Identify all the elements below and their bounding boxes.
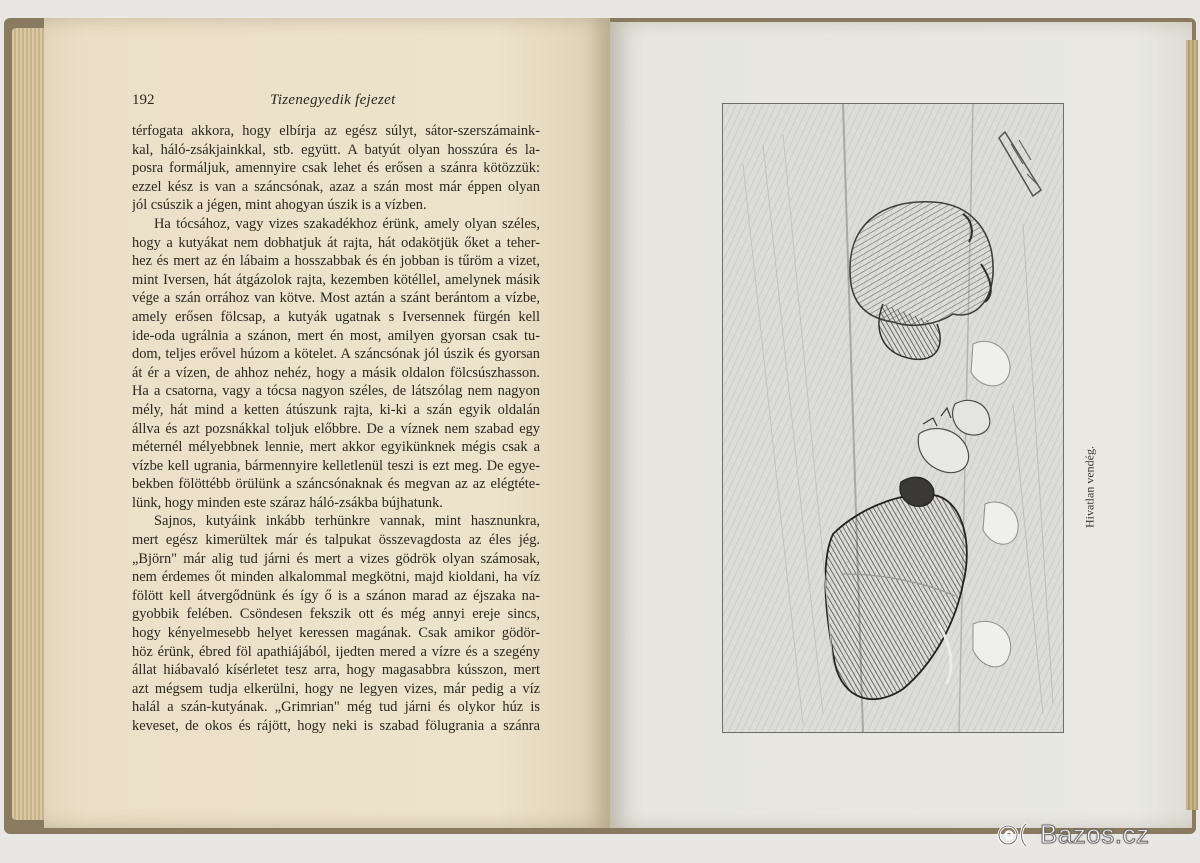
text-line: gyobbik felében. Csöndesen fekszik ott és még annyi ereje sincs, bbox=[132, 606, 540, 623]
text-line: „Björn" már alig tud járni és mert a vizes gödrök olyan számosak, bbox=[132, 550, 540, 567]
text-line: vízbe kell ugrania, bármennyire kelletlenül teszi is ezt meg. De egye- bbox=[132, 457, 540, 474]
text-line: mint Iversen, hát átgázolok rajta, kezemben kötéllel, amelynek másik bbox=[132, 271, 540, 288]
watermark bbox=[996, 817, 1186, 853]
text-line: ide-oda ugrálnia a szánon, mert én most, amilyen gyorsan csak tu- bbox=[132, 327, 540, 344]
text-line: posra formáljuk, amennyire csak lehet és erősen a szánra kötözzük: bbox=[132, 160, 540, 177]
text-line: vége a szán orrához van kötve. Most aztán a szánt berántom a vízbe, bbox=[132, 290, 540, 307]
text-line: mély, hát mind a ketten átúszunk rajta, ki-ki a szán egyik oldalán bbox=[132, 401, 540, 418]
text-line: állva és azt pozsnákkal toljuk előbbre. De a víznek nem szabad egy bbox=[132, 420, 540, 437]
watermark-text: Bazos.cz bbox=[1040, 819, 1150, 849]
chapter-title: Tizenegyedik fejezet bbox=[270, 92, 396, 108]
watermark-logo-icon bbox=[996, 821, 1036, 849]
caption-text: Hivatlan vendég. bbox=[1082, 446, 1097, 528]
running-head bbox=[132, 92, 592, 112]
plate-caption bbox=[1076, 412, 1104, 562]
text-line: bekben fölöttébb örülünk a száncsónaknak és megvan az az elégtéte- bbox=[132, 476, 540, 493]
text-line: Ha tócsához, vagy vizes szakadékhoz érünk, amely olyan széles, bbox=[154, 215, 540, 232]
text-line: nem érdemes őt minden alkalommal megkötni, majd kioldani, ha víz bbox=[132, 569, 540, 586]
text-line: hogy a kutyákat nem dobhatjuk át rajta, hát odakötjük őket a teher- bbox=[132, 234, 540, 251]
text-line: méternél mélyebbnek lennie, mert akkor egyikünknek mégis csak a bbox=[132, 439, 540, 456]
page-edges-left bbox=[12, 28, 46, 820]
text-line: át ér a vízen, de ahhoz nehéz, hogy a másik oldalon fölcsúszhasson. bbox=[132, 364, 540, 381]
text-line: állat hiábavaló kísérletet tesz arra, hogy magasabbra kússzon, mert bbox=[132, 662, 540, 679]
text-line: amely erősen fölcsap, a kutyák ugatnak s Iversennek fürgén kell bbox=[132, 308, 540, 325]
text-line: mert egész kimerültek már és talpukat összevagdosta az éles jég. bbox=[132, 532, 540, 549]
page-number: 192 bbox=[132, 92, 155, 108]
text-line: Sajnos, kutyáink inkább terhünkre vannak, mint hasznunkra, bbox=[154, 513, 540, 530]
text-line: jól csúszik a jégen, mint ahogyan úszik is a vízben. bbox=[132, 197, 427, 214]
illustration-plate bbox=[722, 103, 1064, 733]
text-line: Ha a csatorna, vagy a tócsa nagyon széles, de látszólag nem nagyon bbox=[132, 383, 540, 400]
text-line: keveset, de okos és rájött, hogy neki is szabad fölugrania a szánra bbox=[132, 718, 540, 734]
body-text bbox=[132, 122, 540, 736]
text-line: fölött kell átvergődnünk és így ő is a szánon marad az éjszaka na- bbox=[132, 587, 540, 604]
text-line: ezzel kész is van a száncsónak, azaz a szán most már éppen olyan bbox=[132, 178, 540, 195]
text-line: halál a szán-kutyának. „Grimrian" még tud járni és olykor húz is bbox=[132, 699, 540, 716]
text-line: kal, háló-zsákjainkkal, stb. együtt. A batyút olyan hosszúra és la- bbox=[132, 141, 540, 158]
text-line: térfogata akkora, hogy elbírja az egész súlyt, sátor-szerszámaink- bbox=[132, 123, 540, 139]
bear-illustration bbox=[723, 104, 1063, 732]
text-line: hogy kényelmesebb helyet keressen magának. Csak amikor gödör- bbox=[132, 625, 540, 642]
page-edges-right bbox=[1186, 40, 1198, 810]
text-line: höz érünk, ébred föl apathiájából, ijedten mered a vízre és a szegény bbox=[132, 643, 540, 660]
text-line: azt mégsem tudja elkerülni, hogy ne legyen vizes, már pedig a víz bbox=[132, 680, 540, 697]
text-line: lünk, hogy minden este száraz háló-zsákba bújhatunk. bbox=[132, 494, 443, 511]
text-line: hez és mert az én lábaim a hosszabbak és én jobban is tűröm a vizet, bbox=[132, 253, 540, 270]
text-line: dom, teljes erővel húzom a kötelet. A száncsónak jól úszik és gyorsan bbox=[132, 346, 540, 363]
